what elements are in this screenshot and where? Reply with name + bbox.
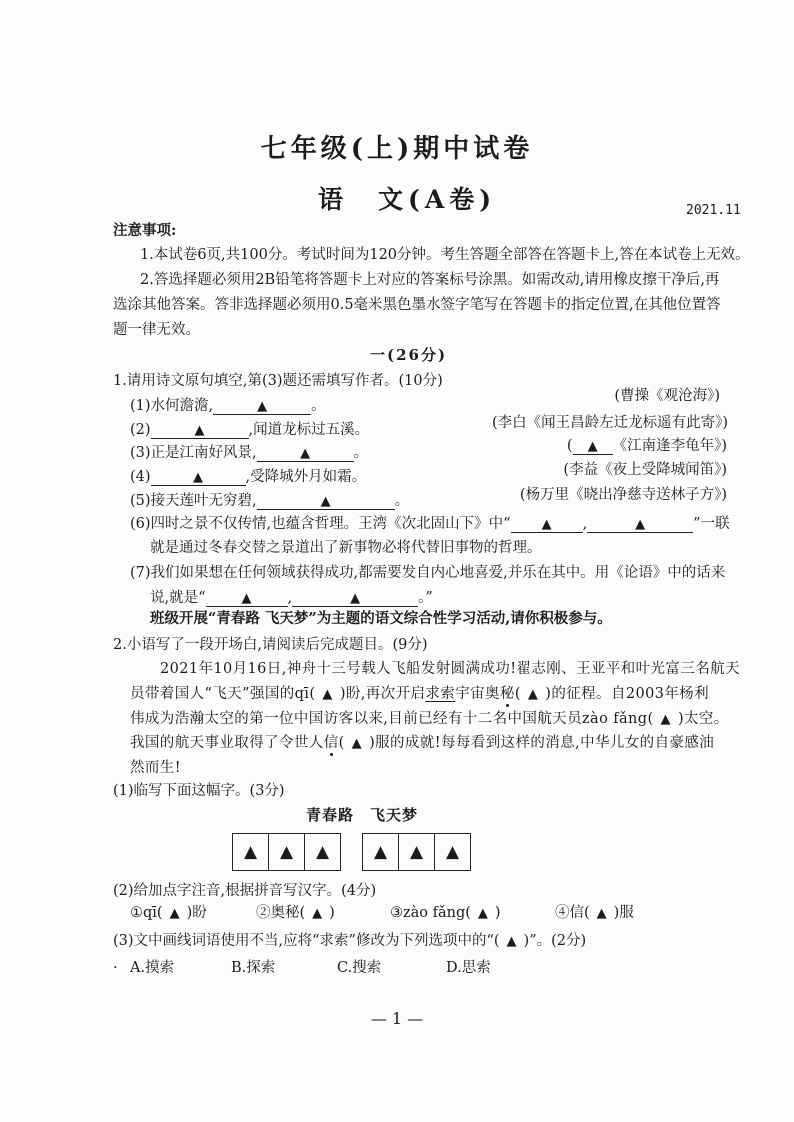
blank-triangle-marker: ▲ <box>635 517 646 532</box>
activity-intro: 班级开展“青春路 飞天梦”为主题的语文综合性学习活动,请你积极参与。 <box>150 610 612 627</box>
q1-item6 <box>130 514 730 534</box>
blank-triangle-marker: ▲ <box>660 712 671 727</box>
blank-triangle-marker: ▲ <box>506 934 517 949</box>
passage-line-5: 然而生! <box>130 760 181 776</box>
blank-triangle-marker: ▲ <box>241 591 252 606</box>
underlined-word: 求索 <box>425 686 456 702</box>
notice-line-4: 题一律无效。 <box>113 322 200 338</box>
q1-item7-between: , <box>287 590 293 606</box>
q1-item5-before: (5)接天莲叶无穷碧, <box>130 493 257 509</box>
notice-line-2: 2.答选择题必须用2B铅笔将答题卡上对应的答案标号涂黑。如需改动,请用橡皮擦干净后,再 <box>140 272 720 288</box>
passage-line-4 <box>130 733 714 754</box>
q1-item3-source-open: ( <box>566 438 573 454</box>
notice-line-1: 1.本试卷6页,共100分。考试时间为120分钟。考生答题全部答在答题卡上,答在本试卷上无效。 <box>140 247 750 263</box>
calligraphy-grid-1 <box>232 833 341 871</box>
passage-line-4-c: )服的成就!每每看到这样的消息,中华儿女的自豪感油 <box>369 735 715 751</box>
passage-line-2-a: 员带着国人“飞天”强国的qī( <box>130 686 316 702</box>
passage-line-2-e: )的征程。自2003年杨利 <box>545 686 710 702</box>
passage-line-4-b: ( <box>338 735 345 751</box>
q1-item2-after: ,闻道龙标过五溪。 <box>248 422 370 438</box>
q1-item3-source-rest: 《江南逢李龟年》) <box>612 438 727 454</box>
answer-blank <box>151 422 249 439</box>
calligraphy-model: 青春路 飞天梦 <box>306 806 419 824</box>
q1-item1 <box>130 396 326 416</box>
author-blank <box>573 438 613 455</box>
passage-line-2 <box>130 684 709 705</box>
blank-triangle-marker: ▲ <box>587 439 598 454</box>
item-pre: ④信( <box>555 905 590 921</box>
answer-blank <box>257 493 395 510</box>
exam-date: 2021.11 <box>686 203 741 218</box>
answer-blank <box>151 469 246 486</box>
answer-blank <box>206 590 288 607</box>
q2-sub2-item-2 <box>256 903 335 924</box>
grid-cell <box>233 834 269 870</box>
q1-item7-line2 <box>150 588 433 608</box>
q1-item6-line2: 就是通过冬春交替之景道出了新事物必将代替旧事物的哲理。 <box>150 540 542 556</box>
q1-item4-before: (4) <box>130 469 151 485</box>
q1-item5-after: 。 <box>394 493 410 509</box>
blank-triangle-marker: ▲ <box>477 906 488 921</box>
part-heading: 一(26分) <box>370 346 448 364</box>
exam-subject: 语 文(A卷) <box>318 185 497 214</box>
item-pre: ②奥秘( <box>256 905 306 921</box>
q1-item7-after: 。” <box>418 590 433 606</box>
option-d: D.思索 <box>446 960 491 976</box>
answer-blank <box>587 516 693 533</box>
grid-cell <box>269 834 305 870</box>
notice-heading: 注意事项: <box>113 222 177 239</box>
q1-item7-before: 说,就是“ <box>150 590 206 606</box>
q1-item6-before: (6)四时之景不仅传情,也蕴含哲理。王湾《次北固山下》中“ <box>130 516 511 532</box>
blank-triangle-marker: ▲ <box>596 906 607 921</box>
blank-triangle-marker: ▲ <box>373 842 388 862</box>
blank-triangle-marker: ▲ <box>243 842 258 862</box>
answer-blank <box>511 516 583 533</box>
q2-prompt: 2.小语写了一段开场白,请阅读后完成题目。(9分) <box>113 637 428 653</box>
q1-item6-after: ”一联 <box>693 516 730 532</box>
option-bullet: · <box>113 960 118 976</box>
q1-item5 <box>130 491 409 511</box>
passage-line-3 <box>130 709 729 730</box>
item-post: ) <box>494 905 501 921</box>
passage-line-1: 2021年10月16日,神舟十三号载人飞船发射圆满成功!翟志刚、王亚平和叶光富三名航天 <box>160 661 740 677</box>
blank-triangle-marker: ▲ <box>350 591 361 606</box>
blank-triangle-marker: ▲ <box>409 842 424 862</box>
q1-item3 <box>130 443 368 463</box>
q1-item3-before: (3)正是江南好风景, <box>130 445 257 461</box>
q2-sub3-prompt <box>113 931 586 952</box>
q1-item2-source: (李白《闻王昌龄左迁龙标遥有此寄》) <box>491 415 728 431</box>
passage-line-2-d: ( <box>514 686 521 702</box>
prompt-before: (3)文中画线词语使用不当,应将“求索”修改为下列选项中的“( <box>113 933 500 949</box>
q2-sub2-item-4 <box>555 903 634 924</box>
calligraphy-grid-2 <box>362 833 471 871</box>
q2-sub2-prompt: (2)给加点字注音,根据拼音写汉字。(4分) <box>113 883 377 899</box>
item-pre: ③zào fǎng( <box>390 905 471 921</box>
option-a: A.摸索 <box>130 960 175 976</box>
q1-item6-between: , <box>582 516 588 532</box>
q1-item1-source: (曹操《观沧海》) <box>614 388 720 404</box>
blank-triangle-marker: ▲ <box>320 494 331 509</box>
page-number: — 1 — <box>370 1009 424 1028</box>
dotted-character: 秘 <box>499 686 515 702</box>
q1-item3-after: 。 <box>353 445 369 461</box>
blank-triangle-marker: ▲ <box>194 423 205 438</box>
answer-blank <box>257 445 354 462</box>
passage-line-4-a: 我国的航天事业取得了令世人 <box>130 735 324 751</box>
passage-line-3-b: )太空。 <box>677 711 729 727</box>
blank-triangle-marker: ▲ <box>300 446 311 461</box>
blank-triangle-marker: ▲ <box>315 842 330 862</box>
q1-item4-source: (李益《夜上受降城闻笛》) <box>563 462 727 478</box>
item-post: )盼 <box>186 905 207 921</box>
blank-triangle-marker: ▲ <box>445 842 460 862</box>
grid-cell <box>363 834 399 870</box>
item-post: )服 <box>613 905 634 921</box>
passage-line-2-b: )盼,再次开启 <box>339 686 426 702</box>
q1-item1-after: 。 <box>311 398 326 414</box>
q1-item2-before: (2) <box>130 422 151 438</box>
q1-item4-after: ,受降城外月如霜。 <box>245 469 367 485</box>
grid-cell <box>399 834 435 870</box>
blank-triangle-marker: ▲ <box>257 399 268 414</box>
blank-triangle-marker: ▲ <box>527 687 539 702</box>
q1-prompt: 1.请用诗文原句填空,第(3)题还需填写作者。(10分) <box>113 373 443 389</box>
q1-item5-source: (杨万里《晓出净慈寺送林子方》) <box>519 487 727 503</box>
q1-item2 <box>130 420 369 440</box>
blank-triangle-marker: ▲ <box>279 842 294 862</box>
blank-triangle-marker: ▲ <box>169 906 180 921</box>
q2-sub1-prompt: (1)临写下面这幅字。(3分) <box>113 783 285 799</box>
item-post: ) <box>329 905 335 921</box>
q1-item7-line1: (7)我们如果想在任何领域获得成功,都需要发自内心地喜爱,并乐在其中。用《论语》中的话来 <box>130 565 726 581</box>
option-b: B.探索 <box>231 960 276 976</box>
q1-item3-source <box>567 436 727 456</box>
notice-line-3: 选涂其他答案。答非选择题必须用0.5毫米黑色墨水签字笔写在答题卡的指定位置,在其他位置答 <box>113 297 721 313</box>
blank-triangle-marker: ▲ <box>322 687 333 702</box>
q1-item1-before: (1)水何澹澹, <box>130 398 214 414</box>
q2-sub2-item-1 <box>130 903 207 924</box>
blank-triangle-marker: ▲ <box>193 470 204 485</box>
grid-cell <box>435 834 470 870</box>
grid-cell <box>305 834 340 870</box>
q2-sub2-item-3 <box>390 903 501 924</box>
prompt-after: )”。(2分) <box>523 933 587 949</box>
dotted-character: 信 <box>323 735 339 751</box>
blank-triangle-marker: ▲ <box>541 517 552 532</box>
item-pre: ①qī( <box>130 905 163 921</box>
option-c: C.搜索 <box>337 960 382 976</box>
q1-item4 <box>130 467 366 487</box>
blank-triangle-marker: ▲ <box>351 736 363 751</box>
passage-line-2-c: 宇宙奥 <box>455 686 500 702</box>
passage-line-3-a: 伟成为浩瀚太空的第一位中国访客以来,目前已经有十二名中国航天员zào fǎng( <box>130 711 654 727</box>
answer-blank <box>292 590 418 607</box>
exam-title: 七年级(上)期中试卷 <box>260 134 534 164</box>
blank-triangle-marker: ▲ <box>312 906 323 921</box>
answer-blank <box>213 398 311 415</box>
